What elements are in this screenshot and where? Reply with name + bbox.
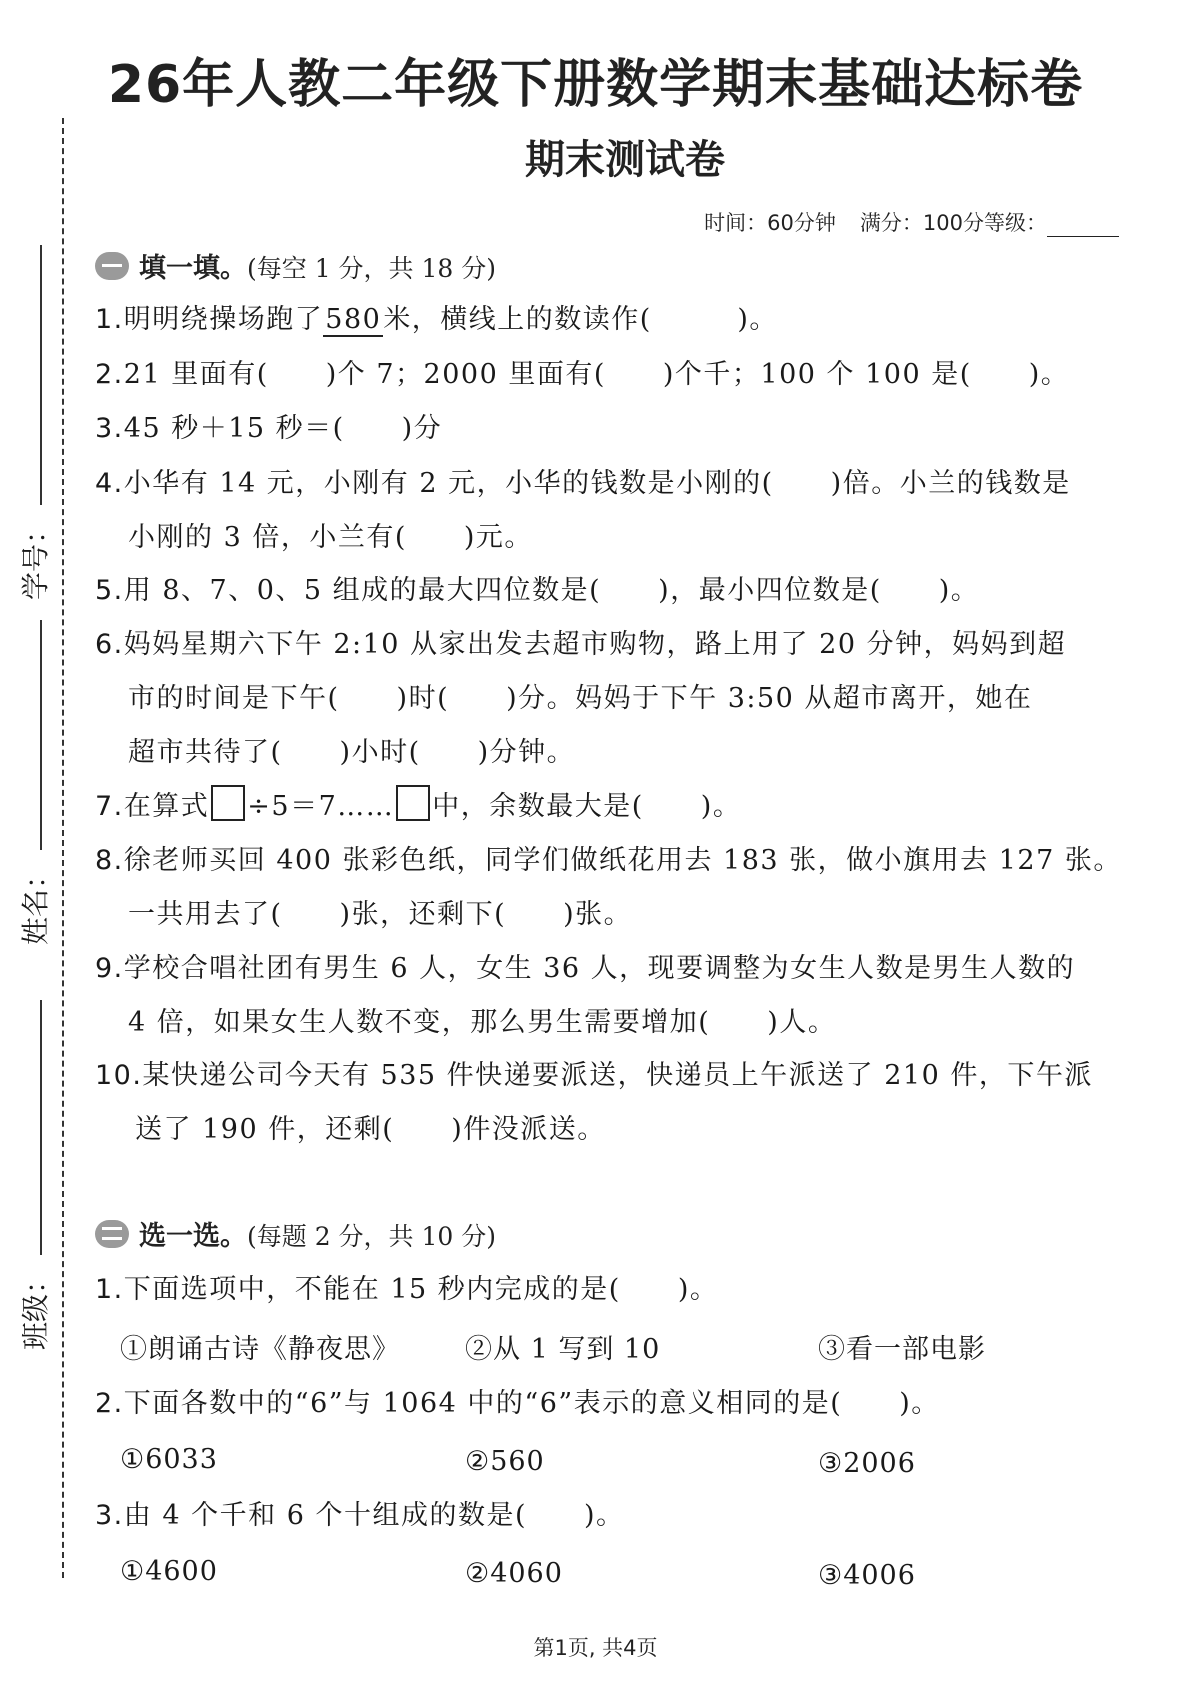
option-2-1-c[interactable]: ③看一部电影 <box>818 1334 986 1365</box>
blank-box[interactable] <box>211 785 245 821</box>
class-blank[interactable] <box>40 1000 42 1255</box>
question-text: 小华有 14 元，小刚有 2 元，小华的钱数是小刚的( )倍。小兰的钱数是 <box>123 468 1071 499</box>
question-number: 1. <box>95 1274 124 1305</box>
question-text: 45 秒＋15 秒＝( )分 <box>123 413 443 444</box>
question-number: 6. <box>95 629 124 660</box>
question-1-8 <box>95 833 1130 889</box>
question-1-7 <box>95 779 1130 835</box>
section-1-heading <box>95 246 496 285</box>
section-2-note: (每题 2 分，共 10 分) <box>247 1222 497 1251</box>
page-subtitle: 期末测试卷 <box>525 137 725 183</box>
time-label: 时间：60分钟 <box>704 211 836 235</box>
question-text: 中，余数最大是( )。 <box>432 791 742 822</box>
question-1-9-line2: 4 倍，如果女生人数不变，那么男生需要增加( )人。 <box>128 1007 837 1038</box>
question-1-5 <box>95 563 1130 619</box>
section-2-heading <box>95 1214 496 1253</box>
name-label: 姓名： <box>19 860 52 945</box>
section-2-title: 选一选。 <box>139 1221 247 1252</box>
question-text: 在算式 <box>123 791 210 822</box>
page-title: 26年人教二年级下册数学期末基础达标卷 <box>107 55 1084 115</box>
question-number: 9. <box>95 953 124 984</box>
question-number: 2. <box>95 359 124 390</box>
question-1-2 <box>95 347 1130 403</box>
question-number: 3. <box>95 413 124 444</box>
class-label: 班级： <box>19 1265 52 1350</box>
question-number: 1. <box>95 304 124 335</box>
question-2-3 <box>95 1488 1130 1544</box>
question-2-2 <box>95 1376 1130 1432</box>
option-2-2-c[interactable]: ③2006 <box>818 1448 916 1479</box>
question-number: 3. <box>95 1500 124 1531</box>
question-text: 徐老师买回 400 张彩色纸，同学们做纸花用去 183 张，做小旗用去 127 张。 <box>123 845 1122 876</box>
question-1-4-line2: 小刚的 3 倍，小兰有( )元。 <box>128 522 533 553</box>
grade-blank[interactable] <box>1047 218 1119 237</box>
name-blank[interactable] <box>40 620 42 850</box>
question-text: 明明绕操场跑了 <box>123 304 324 335</box>
question-1-1 <box>95 292 1130 348</box>
question-text: 妈妈星期六下午 2:10 从家出发去超市购物，路上用了 20 分钟，妈妈到超 <box>123 629 1067 660</box>
option-2-2-a[interactable]: ①6033 <box>120 1444 218 1475</box>
question-number: 10. <box>95 1060 143 1091</box>
option-2-2-b[interactable]: ②560 <box>465 1446 545 1477</box>
section-2-badge-icon <box>95 1220 129 1248</box>
question-text: 用 8、7、0、5 组成的最大四位数是( )，最小四位数是( )。 <box>123 575 980 606</box>
question-number: 7. <box>95 791 124 822</box>
blank-box[interactable] <box>396 785 430 821</box>
question-number: 5. <box>95 575 124 606</box>
question-1-8-line2: 一共用去了( )张，还剩下( )张。 <box>128 899 633 930</box>
question-1-9 <box>95 941 1130 997</box>
question-text: ÷5＝7…… <box>247 791 395 822</box>
question-text: 某快递公司今天有 535 件快递要派送，快递员上午派送了 210 件，下午派 <box>142 1060 1093 1091</box>
question-1-3 <box>95 401 1130 457</box>
option-2-3-c[interactable]: ③4006 <box>818 1560 916 1591</box>
question-text: 由 4 个千和 6 个十组成的数是( )。 <box>123 1500 625 1531</box>
question-text: 米，横线上的数读作( )。 <box>383 304 778 335</box>
question-text: 21 里面有( )个 7；2000 里面有( )个千；100 个 100 是( )。 <box>123 359 1070 390</box>
option-2-3-b[interactable]: ②4060 <box>465 1558 563 1589</box>
question-1-6 <box>95 617 1130 673</box>
question-1-4 <box>95 456 1130 512</box>
section-1-note: (每空 1 分，共 18 分) <box>247 254 497 283</box>
option-2-1-a[interactable]: ①朗诵古诗《静夜思》 <box>120 1334 400 1365</box>
question-text: 下面选项中，不能在 15 秒内完成的是( )。 <box>123 1274 719 1305</box>
question-text: 学校合唱社团有男生 6 人，女生 36 人，现要调整为女生人数是男生人数的 <box>123 953 1076 984</box>
question-1-6-line2: 市的时间是下午( )时( )分。妈妈于下午 3:50 从超市离开，她在 <box>128 683 1033 714</box>
option-2-3-a[interactable]: ①4600 <box>120 1556 218 1587</box>
underlined-number: 580 <box>325 304 382 335</box>
student-no-label: 学号： <box>19 515 52 600</box>
question-1-10 <box>95 1048 1130 1104</box>
question-number: 4. <box>95 468 124 499</box>
section-1-title: 填一填。 <box>139 253 247 284</box>
score-label: 满分：100分等级： <box>859 211 1047 235</box>
student-no-blank[interactable] <box>40 245 42 505</box>
question-1-10-line2: 送了 190 件，还剩( )件没派送。 <box>135 1114 606 1145</box>
option-2-1-b[interactable]: ②从 1 写到 10 <box>465 1334 661 1365</box>
question-text: 下面各数中的“6”与 1064 中的“6”表示的意义相同的是( )。 <box>123 1388 940 1419</box>
question-number: 2. <box>95 1388 124 1419</box>
section-1-badge-icon <box>95 252 129 280</box>
question-number: 8. <box>95 845 124 876</box>
page-footer: 第1页, 共4页 <box>533 1636 658 1660</box>
exam-meta <box>704 207 1119 237</box>
question-2-1 <box>95 1262 1130 1318</box>
binding-dashed-line <box>62 118 64 1578</box>
question-1-6-line3: 超市共待了( )小时( )分钟。 <box>128 737 576 768</box>
